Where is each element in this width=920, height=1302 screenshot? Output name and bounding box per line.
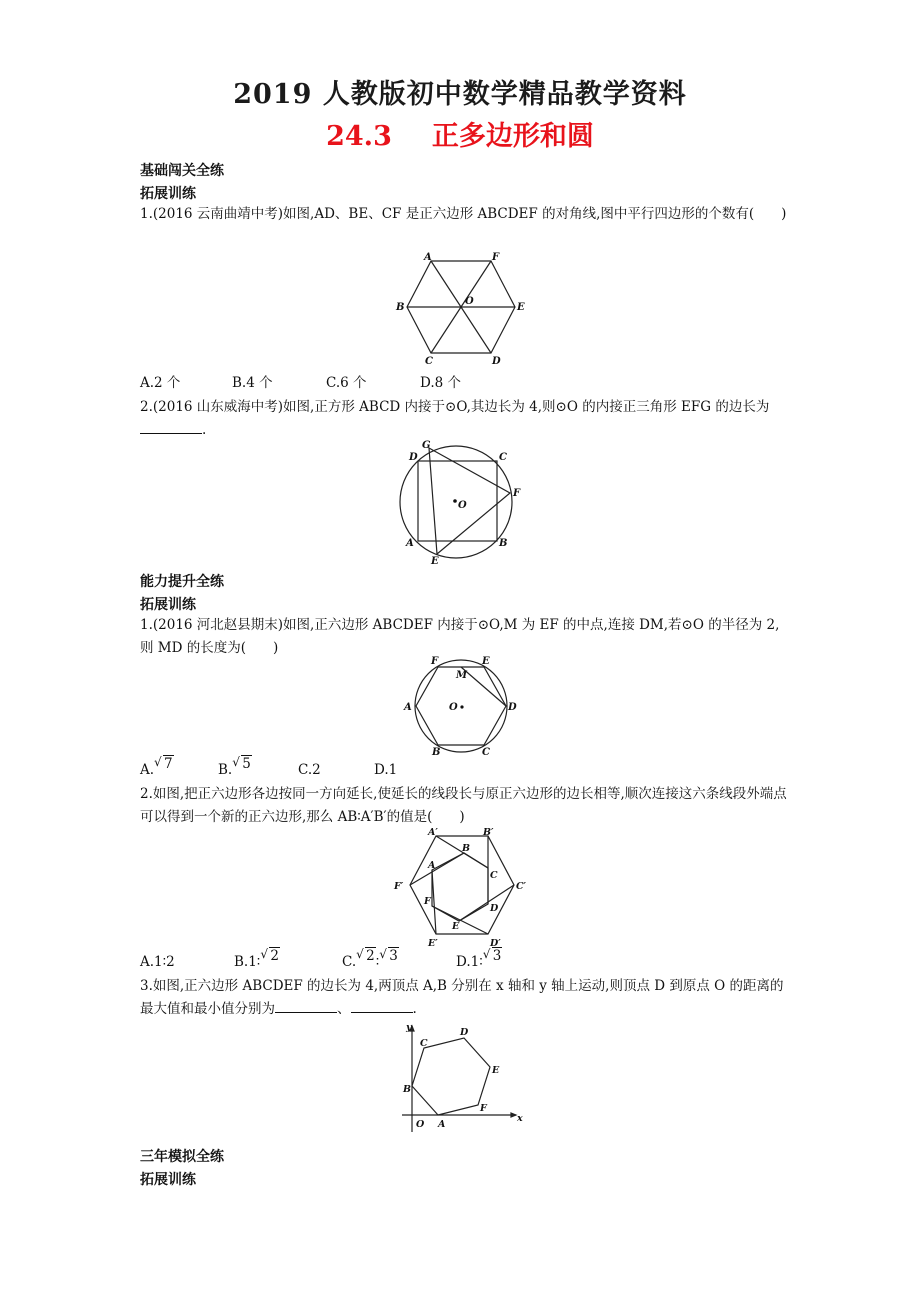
label-C: C [490,870,498,881]
option-d: D.1∶ √ 3 [456,947,502,970]
label-O: O [458,500,467,511]
label-A: A [424,252,432,263]
option-c: C. √ 2∶ √ 3 [342,947,398,970]
label-F: F [480,1103,487,1114]
label-C: C [499,452,507,463]
label-E: E [517,302,525,313]
label-F: F [431,656,439,667]
label-G: G [422,440,431,451]
option-a: A. √ 7 [140,755,173,778]
label-F: F [492,252,500,263]
figure-hexagon-axes [398,1022,526,1138]
label-A: A [438,1119,446,1130]
option-d: D.8 个 [420,375,462,391]
label-F: F [424,896,431,907]
label-O: O [416,1119,425,1130]
radicand-2: 2 [270,948,279,964]
question-1-2-end: . [202,422,207,438]
section-heading-basic: 基础闯关全练 [140,163,224,179]
label-A: A [406,538,414,549]
question-2-2: 2.如图,把正六边形各边按同一方向延长,使延长的线段长与原正六边形的边长相等,顺次连接这六条线段外端点可以得到一个新的正六边形,那么 AB∶A′B′的值是( ) [140,786,787,825]
label-A-prime: A′ [428,827,438,838]
label-D: D [492,356,501,367]
label-O: O [449,702,458,713]
label-C: C [420,1038,428,1049]
label-x: x [517,1113,523,1124]
label-E-prime: E′ [428,938,438,949]
lesson-title [0,114,920,153]
question-2-3-end: . [412,1001,417,1017]
radicand-2b: 2 [366,948,375,964]
section-sub-mock: 拓展训练 [140,1172,196,1188]
label-F-prime: F′ [394,881,404,892]
option-a: A.1∶2 [140,954,175,970]
label-C-prime: C′ [516,881,527,892]
section-sub-basic: 拓展训练 [140,186,196,202]
page-title: 2019 人教版初中数学精品教学资料 [233,79,687,110]
label-M: M [456,670,468,681]
label-D: D [508,702,517,713]
answer-blank [140,419,202,434]
figure-hexagon-midpoint [400,655,525,757]
label-O: O [465,296,474,307]
question-1-2 [140,396,790,442]
answer-blank-1 [275,998,337,1013]
label-F: F [513,488,521,499]
label-B: B [432,747,441,757]
label-D: D [409,452,418,463]
label-C: C [425,356,433,367]
label-y: y [406,1022,412,1033]
radicand-5: 5 [242,756,251,772]
question-1-2-text: 2.(2016 山东威海中考)如图,正方形 ABCD 内接于⊙O,其边长为 4,则⊙O 的内接正三角形 EFG 的边长为 [140,399,770,415]
label-D: D [490,903,499,914]
section-heading-mock: 三年模拟全练 [140,1149,224,1165]
section-heading-advanced: 能力提升全练 [140,574,224,590]
radicand-3b: 3 [389,948,398,964]
label-D: D [460,1027,469,1038]
question-2-3 [140,975,790,1021]
label-D-prime: D′ [490,938,501,949]
label-B: B [499,538,508,549]
label-E: E [452,921,460,932]
radicand-7: 7 [164,756,173,772]
label-A: A [404,702,412,713]
option-a: A.2 个 [140,375,181,391]
figure-extended-hexagon [392,826,542,950]
label-C: C [482,747,490,757]
option-b: B.1∶ √ 2 [234,947,279,970]
lesson-name: 正多边形和圆 [431,121,594,152]
question-2-1: 1.(2016 河北赵县期末)如图,正六边形 ABCDEF 内接于⊙O,M 为 EF 的中点,连接 DM,若⊙O 的半径为 2,则 MD 的长度为( ) [140,617,780,656]
radicand-3: 3 [492,948,502,964]
blank-separator: 、 [337,1001,351,1017]
figure-hexagon-diagonals [392,252,530,368]
label-E: E [482,656,490,667]
option-b: B. √ 5 [218,755,251,778]
figure-square-triangle-circle [395,440,531,568]
label-B: B [403,1084,412,1095]
answer-blank-2 [351,998,413,1013]
question-2-3-text: 3.如图,正六边形 ABCDEF 的边长为 4,两顶点 A,B 分别在 x 轴和 y 轴上运动,则顶点 D 到原点 O 的距离的最大值和最小值分别为 [140,978,784,1017]
option-b: B.4 个 [232,375,273,391]
label-B-prime: B′ [483,827,494,838]
option-c: C.2 [298,762,321,778]
label-E: E [431,556,439,567]
label-E: E [492,1065,500,1076]
label-B: B [396,302,405,313]
option-d: D.1 [374,762,398,778]
section-sub-advanced: 拓展训练 [140,597,196,613]
lesson-number: 24.3 [326,121,392,152]
label-A: A [428,860,436,871]
label-B: B [462,843,471,854]
option-c: C.6 个 [326,375,367,391]
question-1-1: 1.(2016 云南曲靖中考)如图,AD、BE、CF 是正六边形 ABCDEF 的对角线,图中平行四边形的个数有( ) [140,206,787,222]
